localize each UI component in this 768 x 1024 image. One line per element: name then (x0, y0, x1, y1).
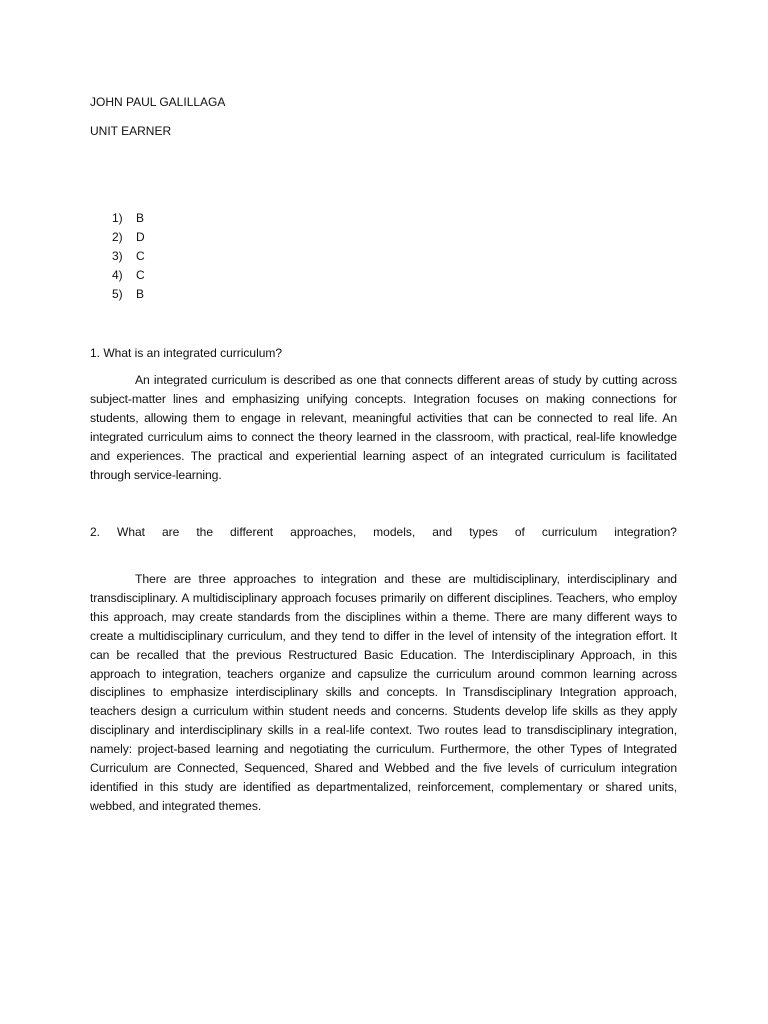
answer-letter: C (136, 268, 145, 282)
question-word: and (432, 525, 453, 539)
question-word: of (514, 525, 525, 539)
answer-key-item (112, 209, 145, 228)
question-word: are (162, 525, 180, 539)
question-word: integration? (614, 525, 677, 539)
answer-key-item (112, 247, 145, 266)
question-2-heading (90, 525, 677, 539)
question-word: models, (373, 525, 416, 539)
answer-key-list (112, 209, 145, 304)
question-word: What (117, 525, 146, 539)
question-word: approaches, (290, 525, 357, 539)
answer-number: 1) (112, 211, 123, 225)
answer-letter: D (136, 230, 145, 244)
question-word: different (230, 525, 274, 539)
answer-2-paragraph: There are three approaches to integration and these are multidisciplinary, interdisciplinary and transdisciplinary. A multidisciplinary approach focuses primarily on different disciplines. Teachers, who employ this approach, may create standards from the disciplines within a theme. There are many different ways to create a multidisciplinary curriculum, and they tend to differ in the level of intensity of the integration effort. It can be recalled that the previous Restructured Basic Education. The Interdisciplinary Approach, in this approach to integration, teachers organize and capsulize the curriculum around common learning across disciplines to emphasize interdisciplinary skills and concepts. In Transdisciplinary Integration approach, teachers design a curriculum within student needs and concerns. Students develop life skills as they apply disciplinary and interdisciplinary skills in a real-life context. Two routes lead to transdisciplinary integration, namely: project-based learning and negotiating the curriculum. Furthermore, the other Types of Integrated Curriculum are Connected, Sequenced, Shared and Webbed and the five levels of curriculum integration identified in this study are identified as departmentalized, reinforcement, complementary or shared units, webbed, and integrated themes. (90, 572, 677, 813)
answer-letter: C (136, 249, 145, 263)
answer-key-item (112, 266, 145, 285)
answer-key-item (112, 228, 145, 247)
question-1-heading: 1. What is an integrated curriculum? (90, 346, 283, 360)
answer-1-paragraph: An integrated curriculum is described as one that connects different areas of study by cutting across subject-matter lines and emphasizing unifying concepts. Integration focuses on making connections for students, allowing them to engage in relevant, meaningful activities that can be connected to real life. An integrated curriculum aims to connect the theory learned in the classroom, with practical, real-life knowledge and experiences. The practical and experiential learning aspect of an integrated curriculum is facilitated through service-learning. (90, 373, 677, 482)
author-role: UNIT EARNER (90, 124, 172, 138)
answer-letter: B (136, 287, 145, 301)
question-word: 2. (90, 525, 101, 539)
author-name: JOHN PAUL GALILLAGA (90, 95, 226, 109)
answer-number: 4) (112, 268, 123, 282)
answer-number: 2) (112, 230, 123, 244)
answer-number: 3) (112, 249, 123, 263)
answer-key-item (112, 285, 145, 304)
question-word: types (469, 525, 498, 539)
answer-number: 5) (112, 287, 123, 301)
question-word: the (196, 525, 214, 539)
answer-letter: B (136, 211, 145, 225)
question-word: curriculum (541, 525, 598, 539)
